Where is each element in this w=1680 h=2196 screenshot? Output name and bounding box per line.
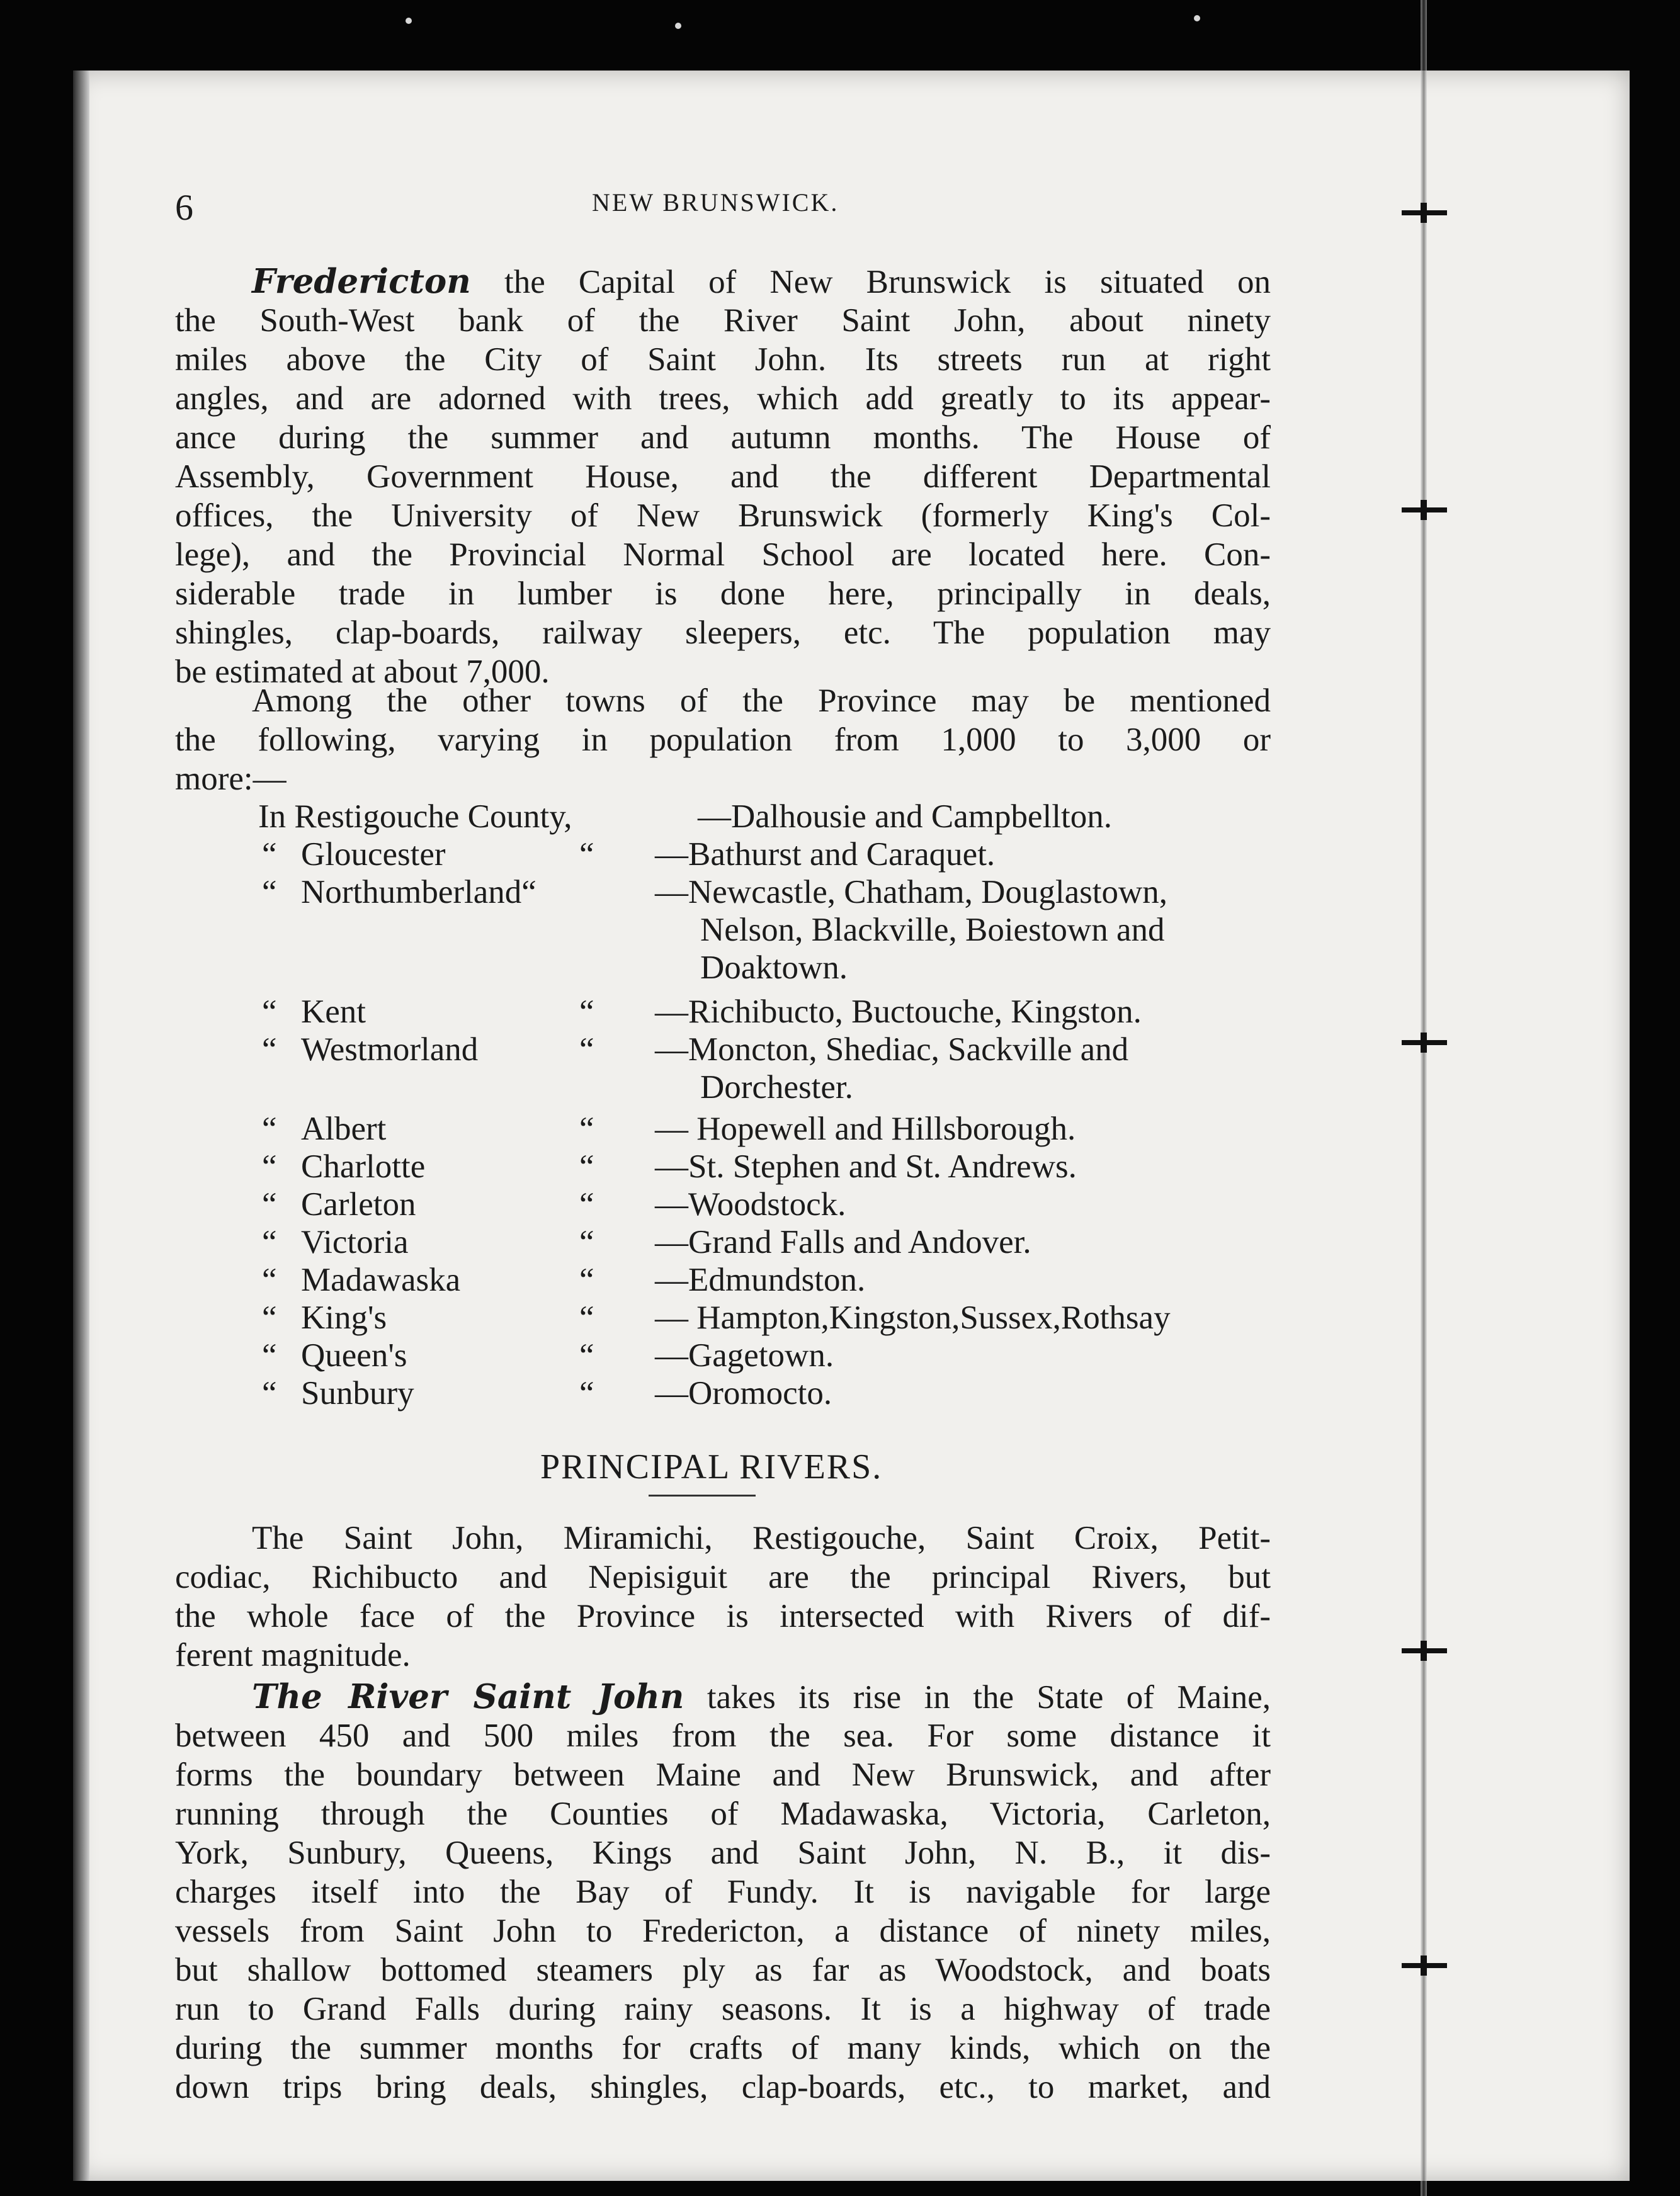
paragraph-line: the following, varying in population from 1,000 to 3,000 or — [175, 722, 1271, 758]
margin-tick-mark — [1402, 1648, 1447, 1653]
margin-tick-mark — [1402, 210, 1447, 215]
ditto-mark: “ — [579, 1031, 594, 1068]
scan-speck — [675, 23, 681, 29]
ditto-mark: “ — [262, 1031, 277, 1068]
margin-tick-mark — [1402, 1963, 1447, 1968]
paragraph-line: run to Grand Falls during rainy seasons. It is a highway of trade — [175, 1991, 1271, 2027]
paragraph-line: Fredericton the Capital of New Brunswick is situated on — [252, 262, 1271, 301]
paragraph-line: running through the Counties of Madawaska, Victoria, Carleton, — [175, 1796, 1271, 1832]
ditto-mark: “ — [262, 836, 277, 873]
paragraph-line: lege), and the Provincial Normal School are located here. Con- — [175, 536, 1271, 573]
county-towns-continued: Nelson, Blackville, Boiestown and — [700, 912, 1165, 948]
ditto-mark: “ — [579, 836, 594, 873]
county-towns: — Hampton,Kingston,Sussex,Rothsay — [655, 1299, 1171, 1336]
paragraph-line: the South-West bank of the River Saint John, about ninety — [175, 302, 1271, 339]
county-towns: —Newcastle, Chatham, Douglastown, — [655, 874, 1167, 910]
page-gutter-shadow — [73, 71, 89, 2181]
county-name: Kent — [301, 993, 366, 1030]
fredericton-lead: Fredericton — [252, 262, 471, 301]
county-name: In Restigouche County, — [258, 798, 572, 835]
county-name: Sunbury — [301, 1375, 414, 1412]
ditto-mark: “ — [579, 1375, 594, 1412]
ditto-mark: “ — [262, 1262, 277, 1298]
ditto-mark: “ — [579, 1111, 594, 1147]
county-towns-continued: Dorchester. — [700, 1069, 853, 1106]
paragraph-line: offices, the University of New Brunswick (formerly King's Col- — [175, 497, 1271, 534]
paragraph-line: ferent magnitude. — [175, 1637, 411, 1673]
paragraph-line: during the summer months for crafts of many kinds, which on the — [175, 2030, 1271, 2066]
section-heading: PRINCIPAL RIVERS. — [540, 1447, 883, 1486]
county-towns: — Hopewell and Hillsborough. — [655, 1111, 1076, 1147]
ditto-mark: “ — [579, 1224, 594, 1260]
county-name: Madawaska — [301, 1262, 461, 1298]
paragraph-line: more:— — [175, 761, 287, 797]
county-name: Carleton — [301, 1186, 416, 1223]
county-name: King's — [301, 1299, 387, 1336]
paragraph-line: ance during the summer and autumn months. The House of — [175, 419, 1271, 456]
ditto-mark: “ — [579, 993, 594, 1030]
paragraph-line: vessels from Saint John to Fredericton, a distance of ninety miles, — [175, 1913, 1271, 1949]
county-towns: —Grand Falls and Andover. — [655, 1224, 1031, 1260]
county-name: Westmorland — [301, 1031, 479, 1068]
county-towns: —Richibucto, Buctouche, Kingston. — [655, 993, 1142, 1030]
paragraph-line: charges itself into the Bay of Fundy. It is navigable for large — [175, 1874, 1271, 1910]
ditto-mark: “ — [579, 1262, 594, 1298]
county-towns: —St. Stephen and St. Andrews. — [655, 1148, 1077, 1185]
ditto-mark: “ — [262, 1337, 277, 1374]
ditto-mark: “ — [262, 993, 277, 1030]
paragraph-line: be estimated at about 7,000. — [175, 654, 550, 690]
paragraph-line: shingles, clap-boards, railway sleepers, etc. The population may — [175, 614, 1271, 651]
margin-tick-mark — [1402, 1040, 1447, 1045]
county-towns-continued: Doaktown. — [700, 949, 848, 986]
paragraph-line: siderable trade in lumber is done here, principally in deals, — [175, 575, 1271, 612]
paragraph-line: Assembly, Government House, and the different Departmental — [175, 458, 1271, 495]
ditto-mark: “ — [262, 1186, 277, 1223]
scan-speck — [406, 18, 412, 24]
paragraph-line: York, Sunbury, Queens, Kings and Saint John, N. B., it dis- — [175, 1835, 1271, 1871]
ditto-mark: “ — [579, 1148, 594, 1185]
ditto-mark: “ — [579, 1337, 594, 1374]
paragraph-line: between 450 and 500 miles from the sea. For some distance it — [175, 1718, 1271, 1754]
county-name: Albert — [301, 1111, 387, 1147]
county-name: Queen's — [301, 1337, 407, 1374]
ditto-mark: “ — [262, 874, 277, 910]
margin-tick-mark — [1402, 507, 1447, 512]
county-name: Gloucester — [301, 836, 446, 873]
county-towns: —Dalhousie and Campbellton. — [698, 798, 1112, 835]
county-towns: —Edmundston. — [655, 1262, 866, 1298]
county-towns: —Gagetown. — [655, 1337, 834, 1374]
county-towns: —Woodstock. — [655, 1186, 846, 1223]
county-towns: —Moncton, Shediac, Sackville and — [655, 1031, 1129, 1068]
paragraph-line: the whole face of the Province is intersected with Rivers of dif- — [175, 1598, 1271, 1634]
ditto-mark: “ — [579, 1186, 594, 1223]
paragraph-line: down trips bring deals, shingles, clap-boards, etc., to market, and — [175, 2069, 1271, 2105]
paragraph-line: codiac, Richibucto and Nepisiguit are the principal Rivers, but — [175, 1559, 1271, 1595]
county-name: Victoria — [301, 1224, 409, 1260]
ditto-mark: “ — [579, 1299, 594, 1336]
scan-speck — [1194, 15, 1200, 21]
heading-rule — [649, 1495, 756, 1497]
county-towns: —Bathurst and Caraquet. — [655, 836, 996, 873]
county-name: Charlotte — [301, 1148, 426, 1185]
paragraph-line: miles above the City of Saint John. Its streets run at right — [175, 341, 1271, 378]
county-name: Northumberland“ — [301, 874, 536, 910]
paragraph-line: The Saint John, Miramichi, Restigouche, Saint Croix, Petit- — [252, 1520, 1271, 1556]
paragraph-line: angles, and are adorned with trees, which add greatly to its appear- — [175, 380, 1271, 417]
ditto-mark: “ — [262, 1111, 277, 1147]
paragraph-line: Among the other towns of the Province may be mentioned — [252, 682, 1271, 719]
paragraph-line: forms the boundary between Maine and New Brunswick, and after — [175, 1757, 1271, 1793]
saint-john-lead: The River Saint John — [252, 1677, 684, 1716]
ditto-mark: “ — [262, 1224, 277, 1260]
page-edge-line — [1421, 0, 1427, 2196]
ditto-mark: “ — [262, 1299, 277, 1336]
county-towns: —Oromocto. — [655, 1375, 832, 1412]
page-number: 6 — [175, 187, 193, 228]
paragraph-line: but shallow bottomed steamers ply as far as Woodstock, and boats — [175, 1952, 1271, 1988]
ditto-mark: “ — [262, 1148, 277, 1185]
running-head: NEW BRUNSWICK. — [592, 188, 839, 217]
ditto-mark: “ — [262, 1375, 277, 1412]
paragraph-line: The River Saint John takes its rise in the State of Maine, — [252, 1677, 1271, 1716]
